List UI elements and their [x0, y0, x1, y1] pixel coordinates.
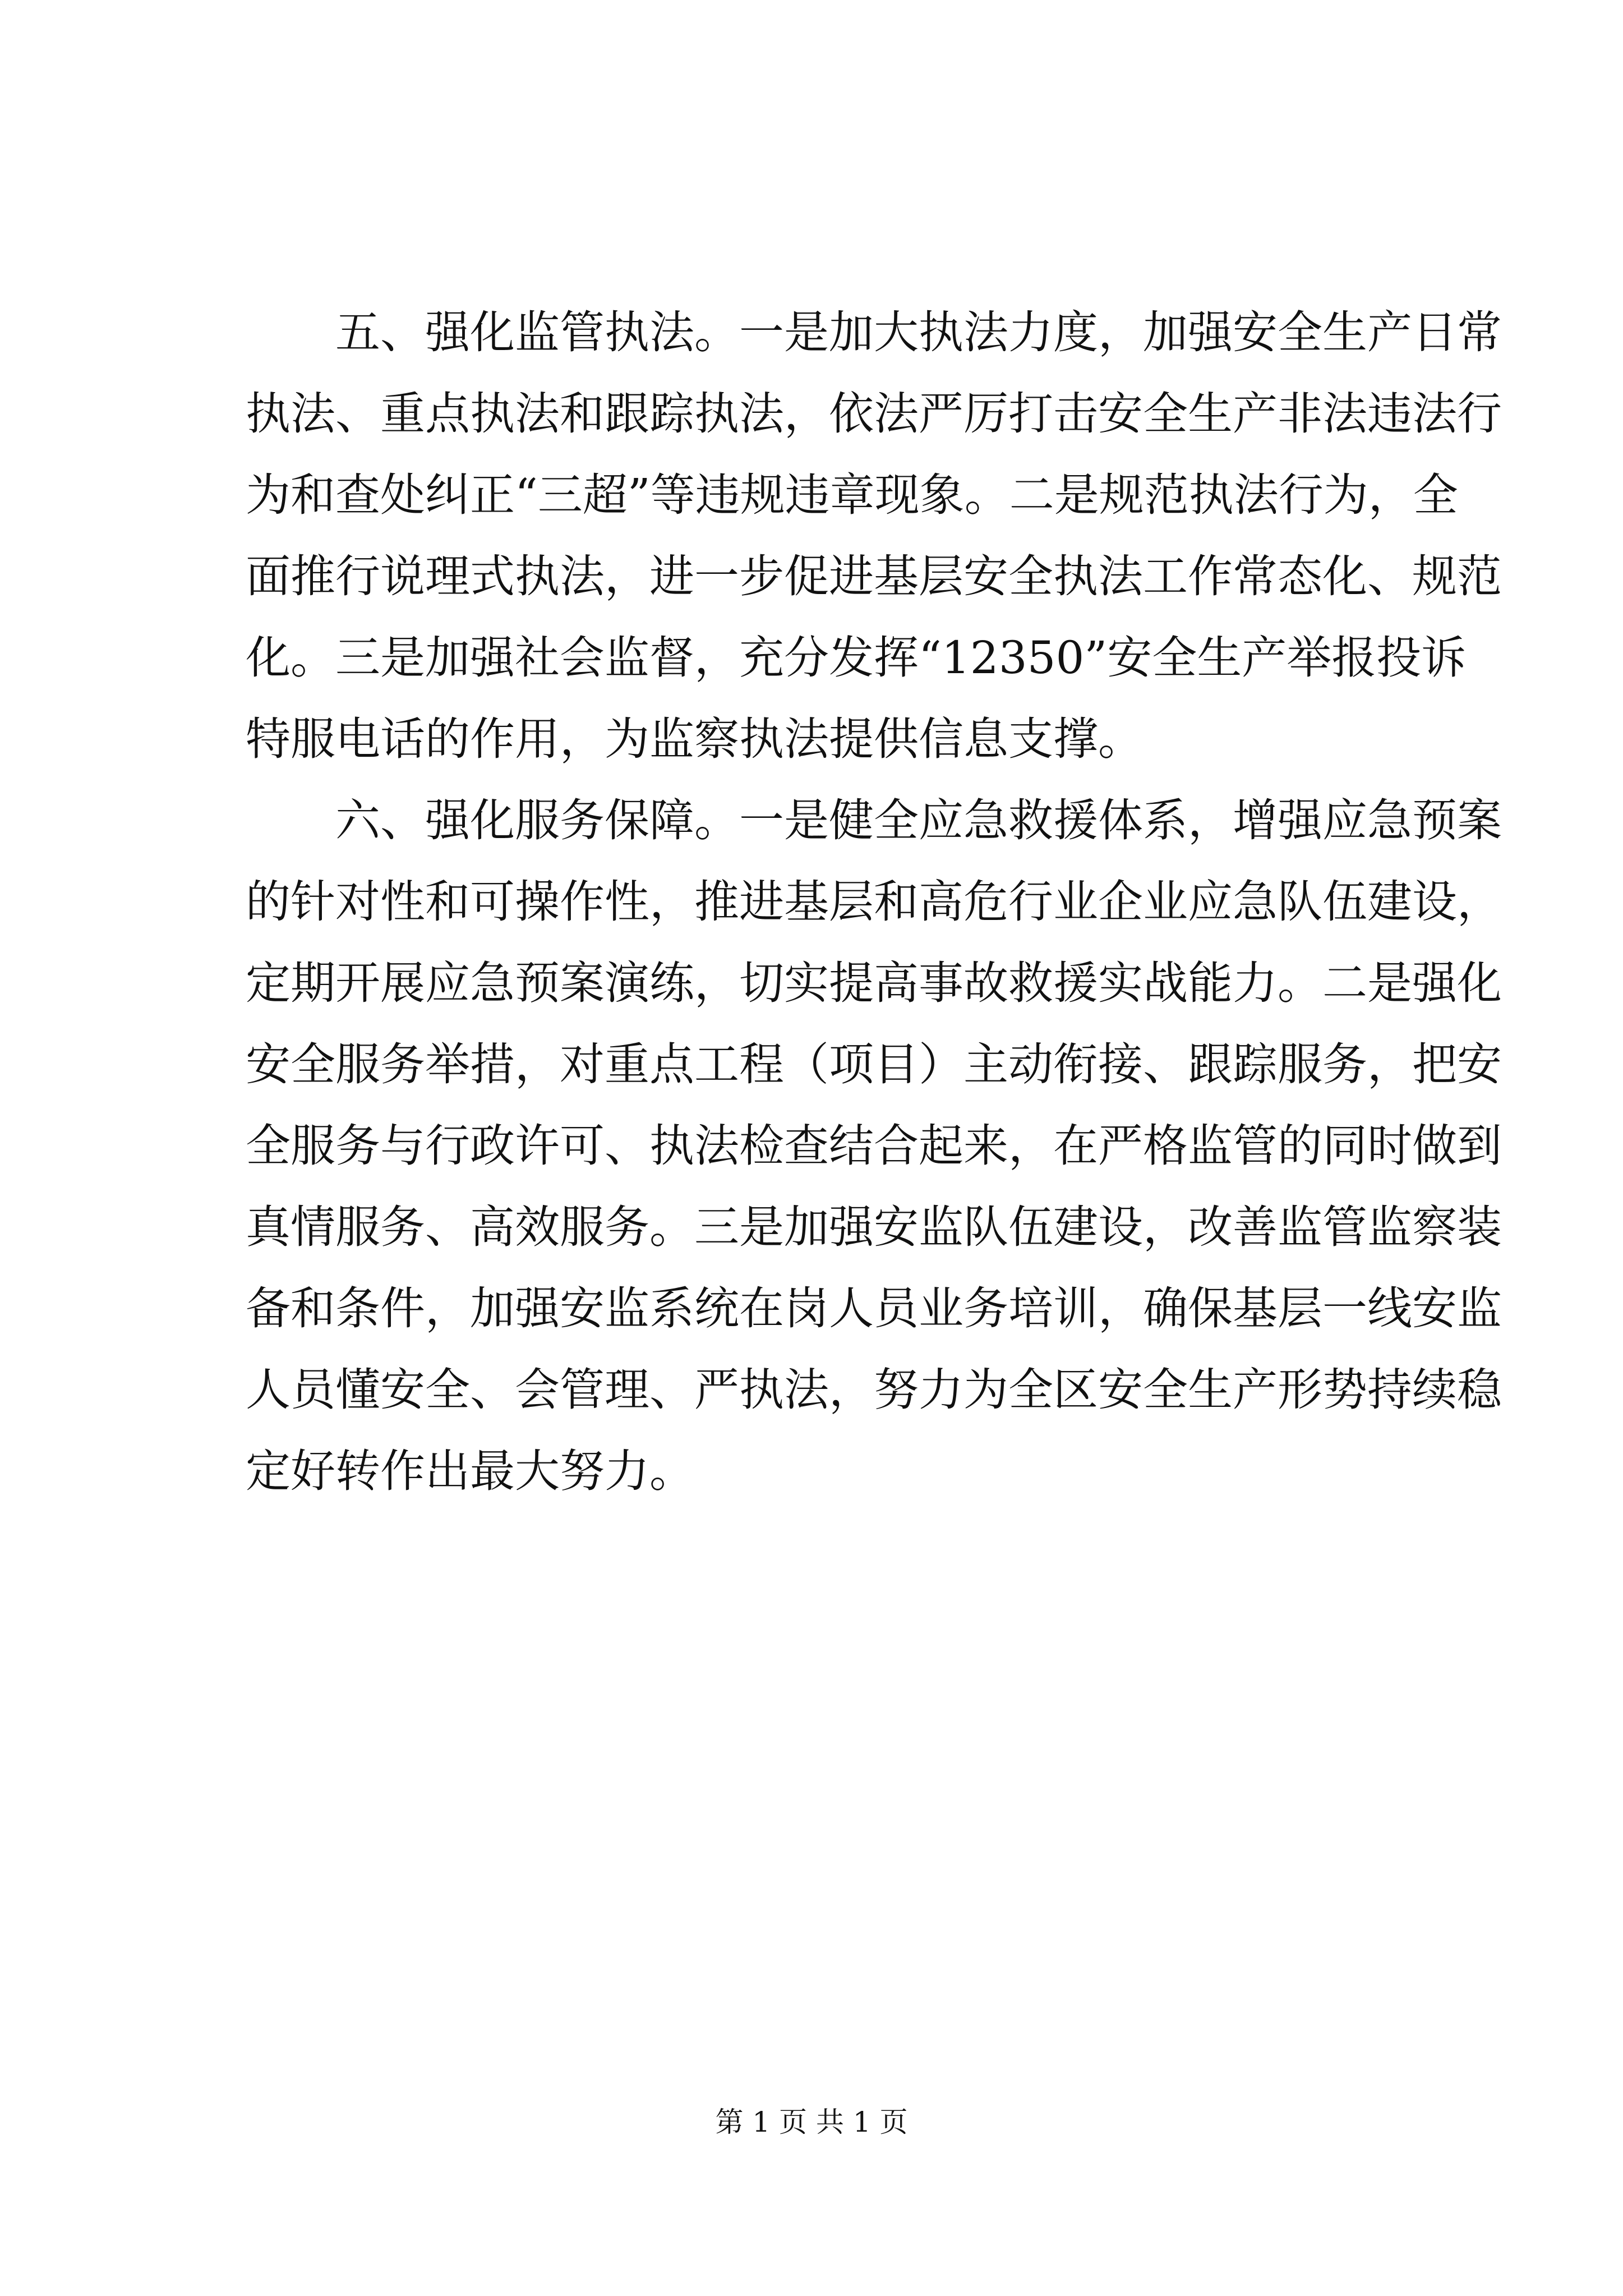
- text-line: 六、强化服务保障。一是健全应急救援体系，增强应急预案: [335, 794, 1502, 846]
- text-line: 为和查处纠正“三超”等违规违章现象。二是规范执法行为，全: [246, 469, 1458, 521]
- text-line: 特服电话的作用，为监察执法提供信息支撑。: [246, 713, 1143, 765]
- paragraph-5: [246, 292, 1502, 780]
- page-footer: [0, 2102, 1623, 2142]
- text-line: 真情服务、高效服务。三是加强安监队伍建设，改善监管监察装: [246, 1201, 1502, 1253]
- text-line: 五、强化监管执法。一是加大执法力度，加强安全生产日常: [335, 306, 1502, 358]
- text-line: 备和条件，加强安监系统在岗人员业务培训，确保基层一线安监: [246, 1282, 1502, 1335]
- text-line: 安全服务举措，对重点工程（项目）主动衔接、跟踪服务，把安: [246, 1038, 1502, 1091]
- text-line: 的针对性和可操作性，推进基层和高危行业企业应急队伍建设，: [246, 876, 1502, 928]
- text-line: 全服务与行政许可、执法检查结合起来，在严格监管的同时做到: [246, 1120, 1502, 1172]
- text-line: 化。三是加强社会监督，充分发挥“12350”安全生产举报投诉: [246, 632, 1467, 684]
- text-line: 面推行说理式执法，进一步促进基层安全执法工作常态化、规范: [246, 550, 1502, 602]
- text-line: 定期开展应急预案演练，切实提高事故救援实战能力。二是强化: [246, 957, 1502, 1009]
- text-line: 定好转作出最大努力。: [246, 1445, 694, 1497]
- page-number: 第 1 页 共 1 页: [715, 2106, 908, 2138]
- text-line: 执法、重点执法和跟踪执法，依法严厉打击安全生产非法违法行: [246, 388, 1502, 440]
- text-line: 人员懂安全、会管理、严执法，努力为全区安全生产形势持续稳: [246, 1364, 1502, 1416]
- paragraph-6: [246, 780, 1502, 1512]
- document-body: [246, 292, 1502, 1512]
